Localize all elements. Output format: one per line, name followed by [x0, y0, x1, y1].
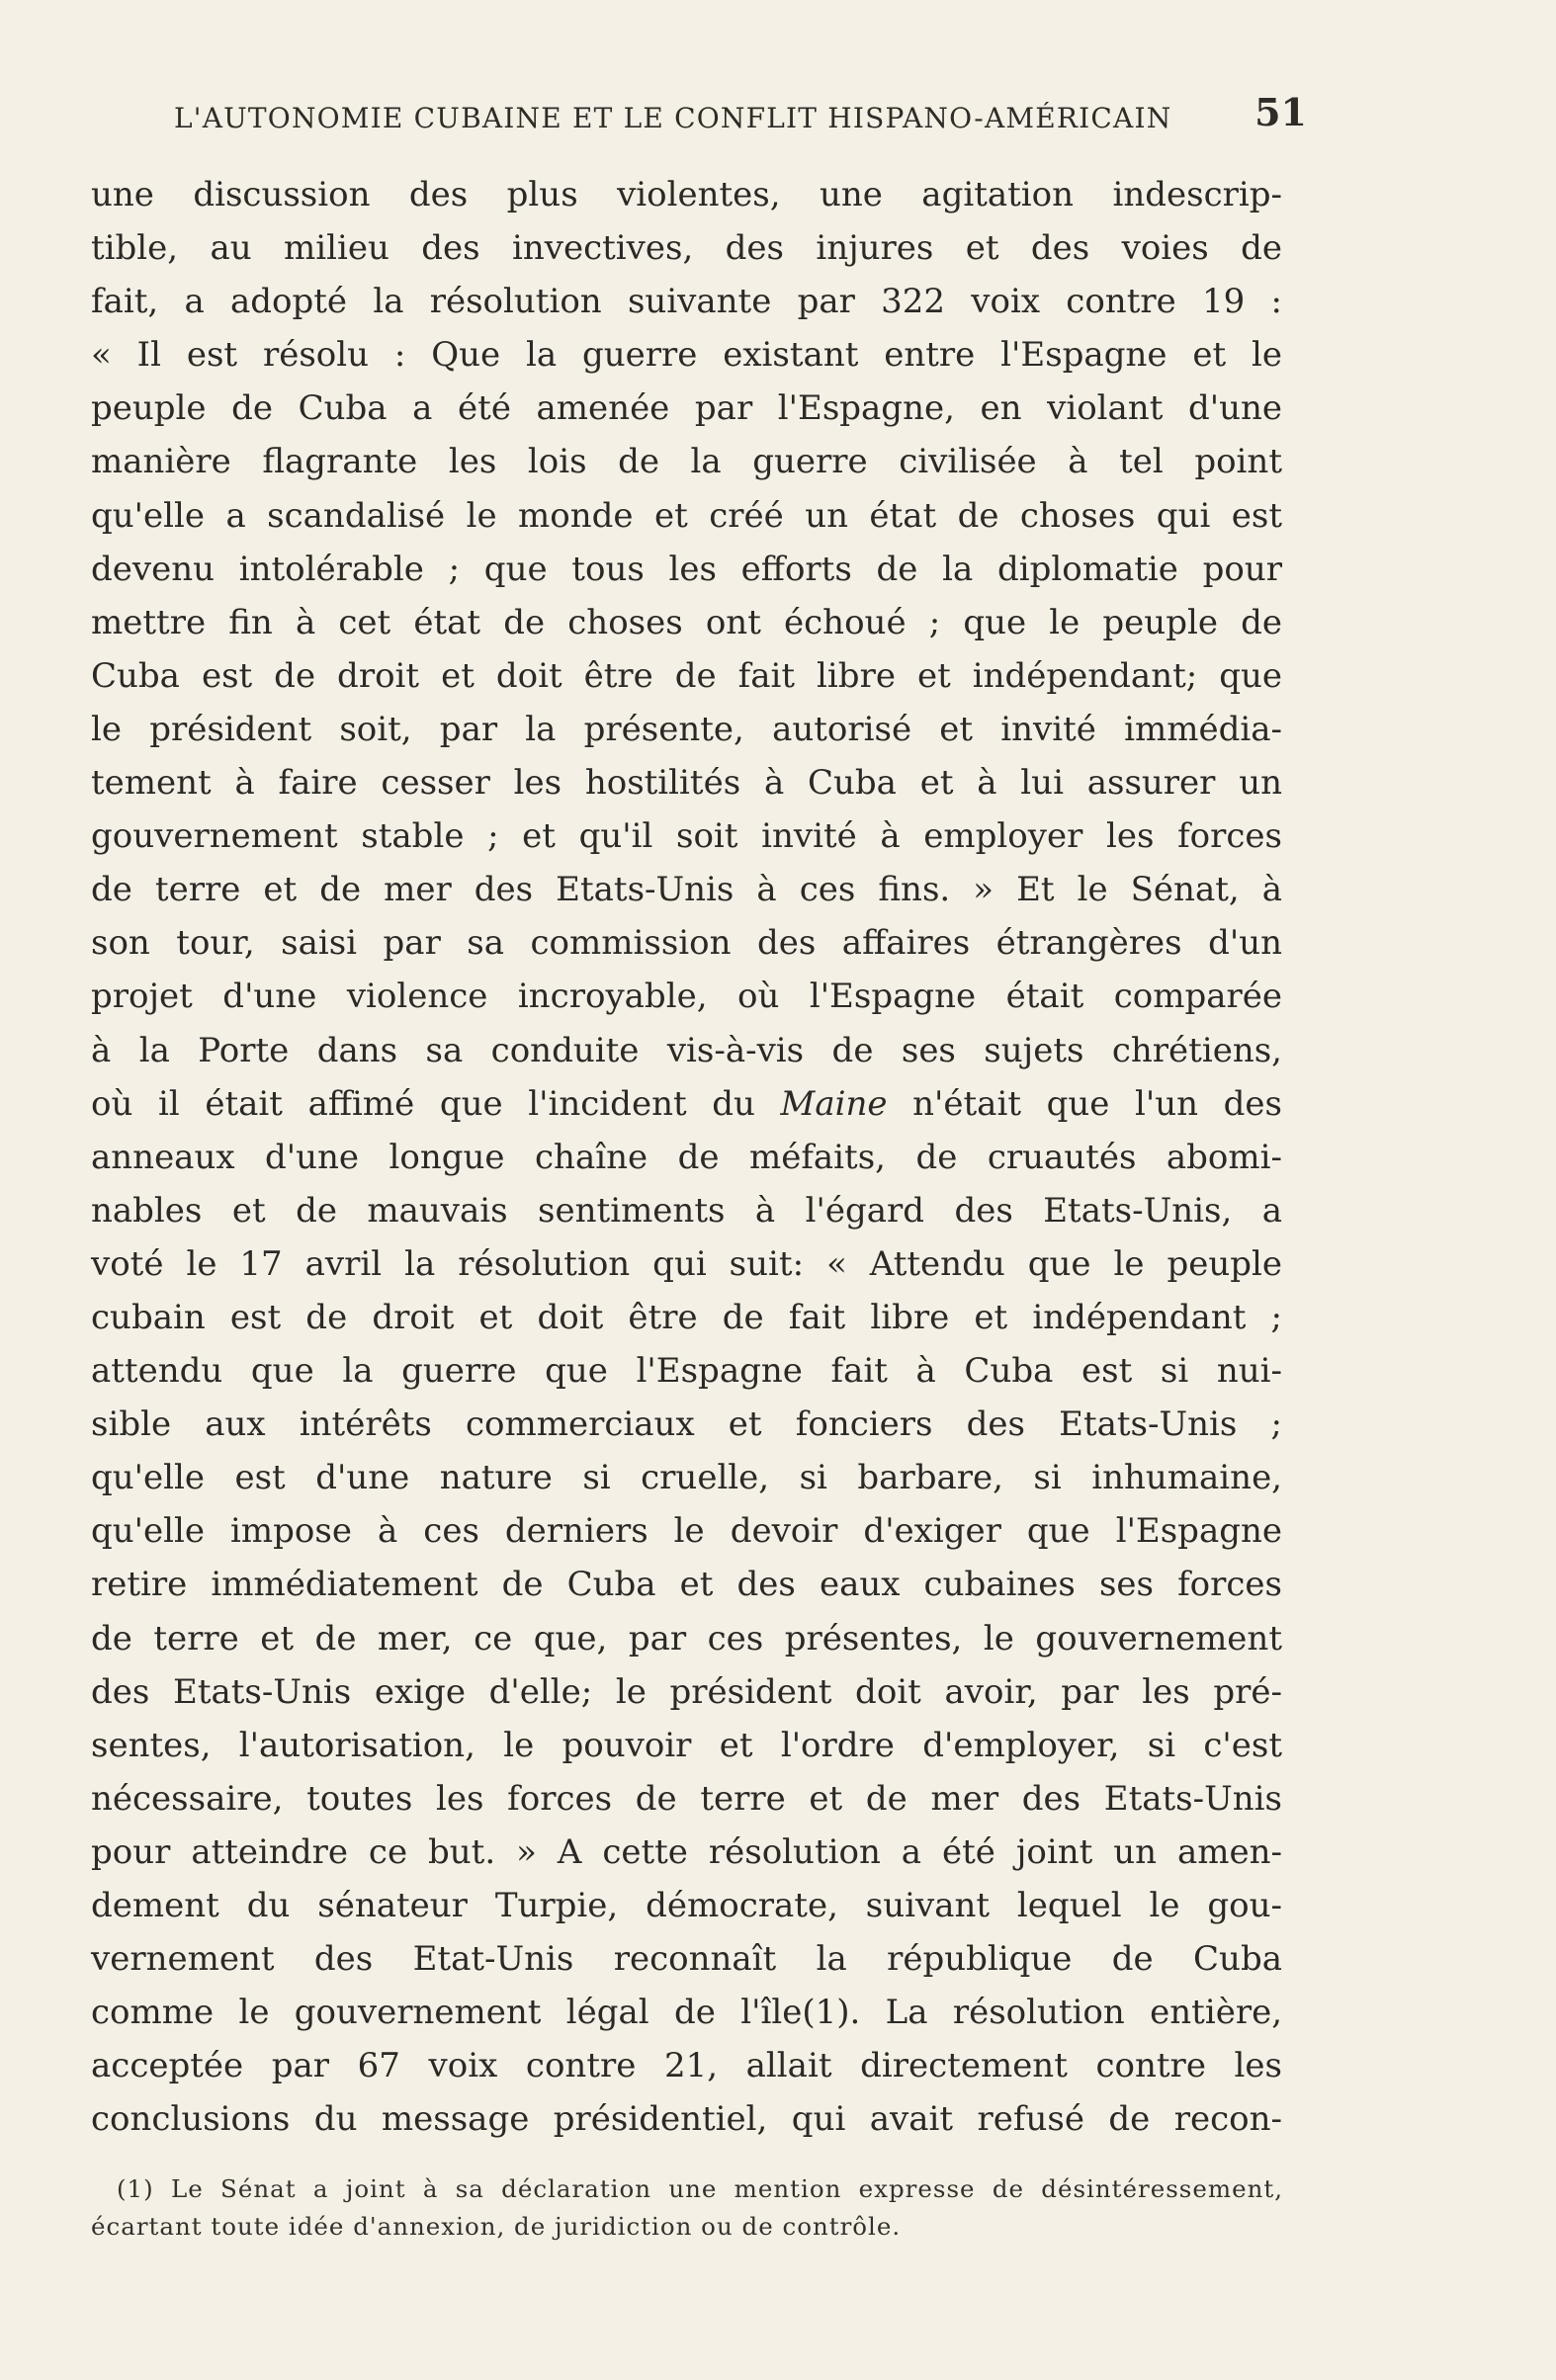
text-line: conclusions du message présidentiel, qui avait refusé de recon- — [91, 2099, 1282, 2140]
text-line: peuple de Cuba a été amenée par l'Espagne, en violant d'une — [91, 388, 1282, 429]
text-line: dement du sénateur Turpie, démocrate, suivant lequel le gou- — [91, 1886, 1282, 1925]
running-title: L'AUTONOMIE CUBAINE ET LE CONFLIT HISPANO-AMÉRICAIN — [174, 102, 1172, 134]
text-line: fait, a adopté la résolution suivante par 322 voix contre 19 : — [91, 282, 1282, 322]
text-line: comme le gouvernement légal de l'île(1). La résolution entière, — [91, 1993, 1282, 2033]
text-line: anneaux d'une longue chaîne de méfaits, de cruautés abomi- — [91, 1137, 1282, 1177]
text-line: une discussion des plus violentes, une agitation indescrip- — [91, 175, 1282, 214]
text-line: pour atteindre ce but. » A cette résolution a été joint un amen- — [91, 1831, 1282, 1872]
text-line: vernement des Etat-Unis reconnaît la république de Cuba — [91, 1939, 1282, 1980]
text-line: projet d'une violence incroyable, où l'Espagne était comparée — [91, 977, 1282, 1017]
text-line: le président soit, par la présente, autorisé et invité immédia- — [91, 709, 1282, 749]
text-line-with-italic — [91, 1077, 1282, 1131]
text-line: de terre et de mer, ce que, par ces présentes, le gouvernement — [91, 1618, 1282, 1658]
text-line: nables et de mauvais sentiments à l'égard des Etats-Unis, a — [91, 1190, 1282, 1231]
text-line: cubain est de droit et doit être de fait libre et indépendant ; — [91, 1297, 1282, 1337]
ship-name-italic: Maine — [780, 1083, 888, 1124]
text-line: des Etats-Unis exige d'elle; le président doit avoir, par les pré- — [91, 1671, 1282, 1712]
text-line: à la Porte dans sa conduite vis-à-vis de ses sujets chrétiens, — [91, 1030, 1282, 1070]
page-number: 51 — [1254, 90, 1307, 134]
text-line: manière flagrante les lois de la guerre civilisée à tel point — [91, 442, 1282, 482]
running-header — [174, 90, 1307, 140]
text-line: sentes, l'autorisation, le pouvoir et l'ordre d'employer, si c'est — [91, 1725, 1282, 1765]
text-line: retire immédiatement de Cuba et des eaux cubaines ses forces — [91, 1565, 1282, 1605]
text-line: devenu intolérable ; que tous les efforts de la diplomatie pour — [91, 549, 1282, 589]
text-line: qu'elle a scandalisé le monde et créé un état de choses qui est — [91, 495, 1282, 536]
line-segment: où il était affimé que l'incident du — [91, 1083, 781, 1124]
text-line: tible, au milieu des invectives, des injures et des voies de — [91, 228, 1282, 269]
footnote — [91, 2170, 1283, 2246]
text-line: qu'elle impose à ces derniers le devoir d'exiger que l'Espagne — [91, 1511, 1282, 1552]
footnote-line: (1) Le Sénat a joint à sa déclaration une mention expresse de désintéressement, — [117, 2174, 1283, 2203]
text-line: Cuba est de droit et doit être de fait libre et indépendant; que — [91, 655, 1282, 696]
text-line: qu'elle est d'une nature si cruelle, si barbare, si inhumaine, — [91, 1458, 1282, 1498]
line-segment: n'était que l'un des — [887, 1083, 1282, 1124]
text-line: acceptée par 67 voix contre 21, allait directement contre les — [91, 2046, 1282, 2086]
footnote-line: écartant toute idée d'annexion, de juridiction ou de contrôle. — [91, 2212, 902, 2241]
text-line: tement à faire cesser les hostilités à Cuba et à lui assurer un — [91, 763, 1282, 804]
text-line: voté le 17 avril la résolution qui suit: « Attendu que le peuple — [91, 1243, 1282, 1284]
text-line: attendu que la guerre que l'Espagne fait à Cuba est si nui- — [91, 1351, 1282, 1392]
text-line: son tour, saisi par sa commission des affaires étrangères d'un — [91, 923, 1282, 964]
text-line: nécessaire, toutes les forces de terre et de mer des Etats-Unis — [91, 1778, 1282, 1819]
body-text — [91, 168, 1282, 2146]
text-line: sible aux intérêts commerciaux et fonciers des Etats-Unis ; — [91, 1404, 1282, 1445]
text-line: « Il est résolu : Que la guerre existant entre l'Espagne et le — [91, 335, 1282, 376]
text-line: gouvernement stable ; et qu'il soit invité à employer les forces — [91, 816, 1282, 857]
text-line: de terre et de mer des Etats-Unis à ces fins. » Et le Sénat, à — [91, 870, 1282, 910]
text-line: mettre fin à cet état de choses ont échoué ; que le peuple de — [91, 602, 1282, 642]
